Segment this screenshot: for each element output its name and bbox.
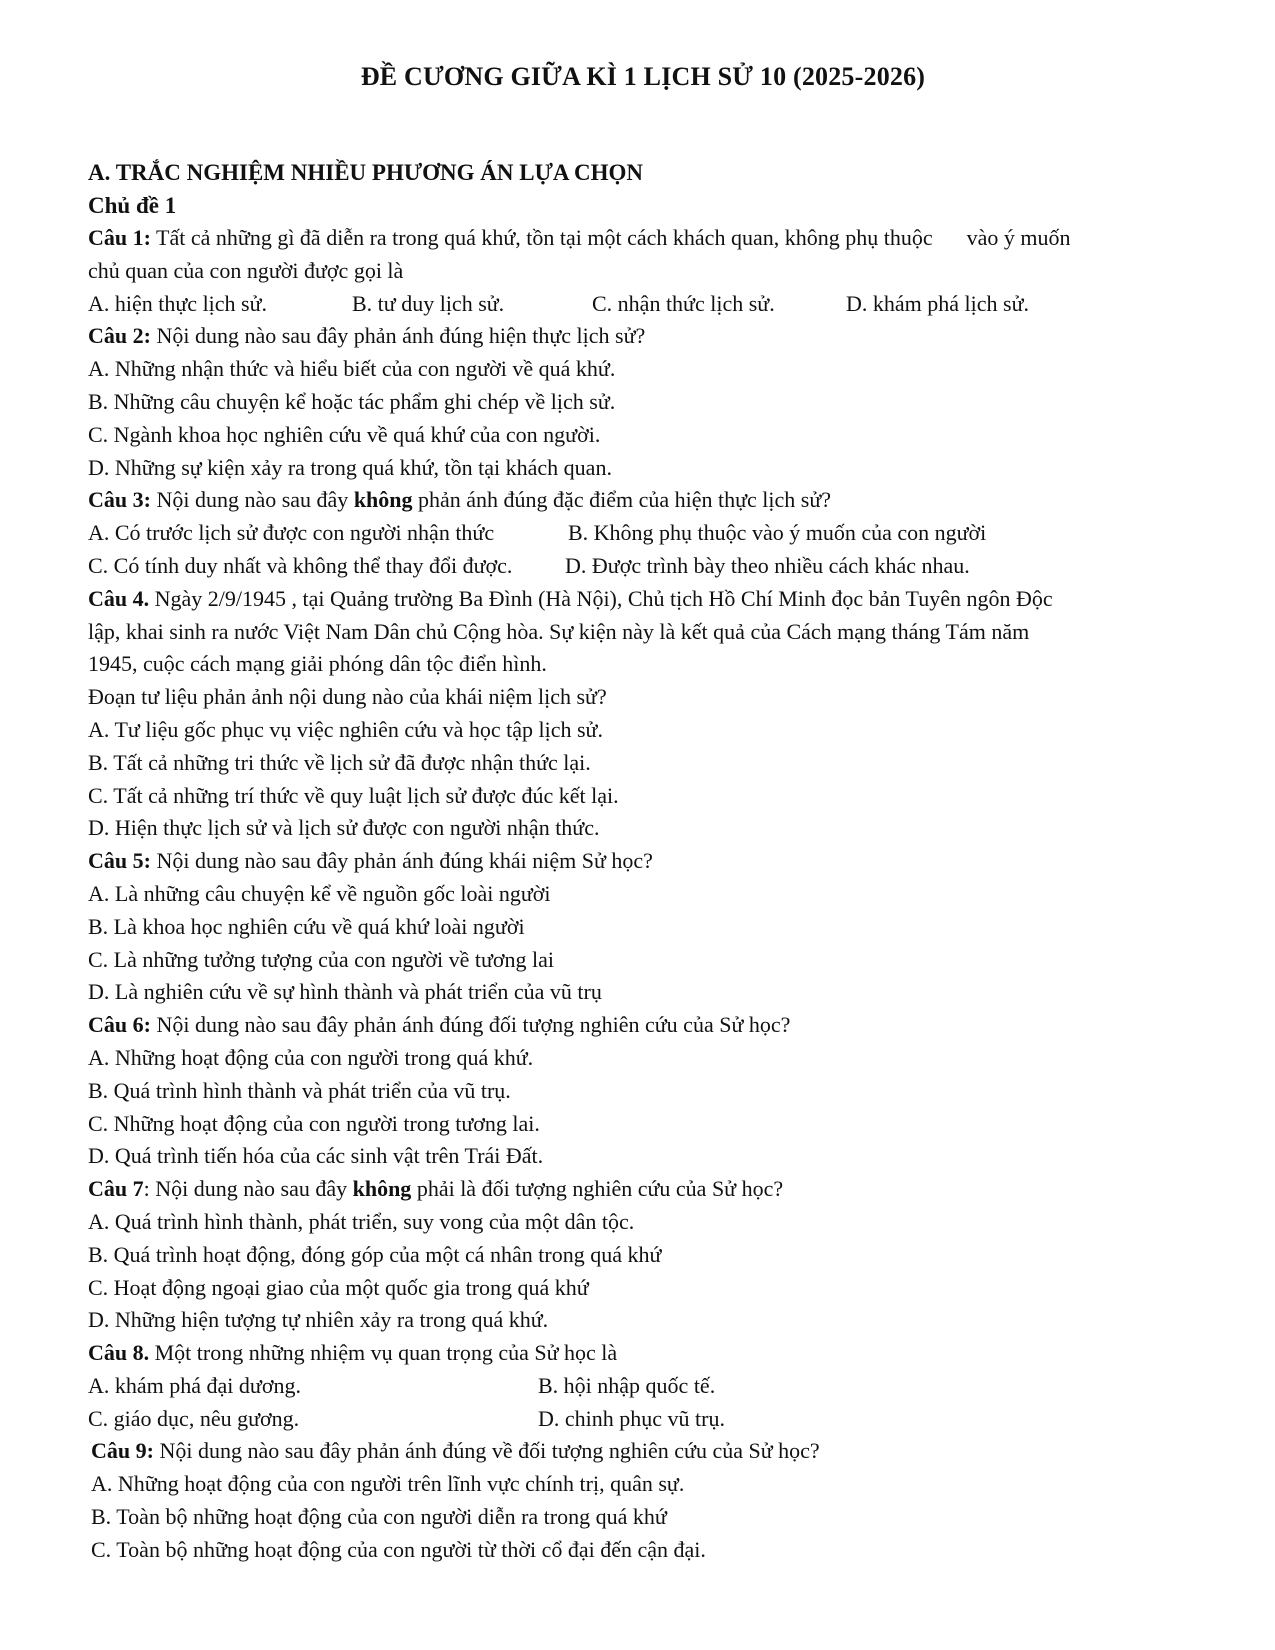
question-number: Câu 9:: [91, 1438, 154, 1464]
question-9: [88, 1435, 1198, 1468]
option-b: B. Tất cả những tri thức về lịch sử đã được nhận thức lại.: [88, 749, 591, 775]
option-b: B. tư duy lịch sử.: [352, 290, 505, 316]
option-d: D. Được trình bày theo nhiều cách khác nhau.: [565, 552, 970, 578]
question-text: Một trong những nhiệm vụ quan trọng của Sử học là: [149, 1340, 618, 1366]
option-c: C. Toàn bộ những hoạt động của con người từ thời cổ đại đến cận đại.: [91, 1536, 706, 1562]
option-c: C. Có tính duy nhất và không thể thay đổi được.: [88, 552, 513, 578]
option-c: C. Là những tưởng tượng của con người về tương lai: [88, 946, 555, 972]
option-d: D. Quá trình tiến hóa của các sinh vật trên Trái Đất.: [88, 1143, 544, 1169]
option-a: A. Quá trình hình thành, phát triển, suy vong của một dân tộc.: [88, 1208, 635, 1234]
document-title: ĐỀ CƯƠNG GIỮA KÌ 1 LỊCH SỬ 10 (2025-2026): [360, 62, 926, 91]
question-number: Câu 3:: [88, 487, 151, 513]
option-c: C. giáo dục, nêu gương.: [88, 1405, 300, 1431]
option-c: C. Hoạt động ngoại giao của một quốc gia trong quá khứ: [88, 1274, 589, 1300]
question-text: vào ý muốn: [966, 225, 1071, 250]
question-6: [88, 1009, 1198, 1042]
option-a: A. hiện thực lịch sử.: [88, 290, 268, 316]
section-heading: A. TRẮC NGHIỆM NHIỀU PHƯƠNG ÁN LỰA CHỌN: [88, 160, 643, 185]
question-4: [88, 583, 1198, 616]
option-a: A. Là những câu chuyện kể về nguồn gốc loài người: [88, 880, 551, 906]
question-2: [88, 320, 1198, 353]
option-c: C. Ngành khoa học nghiên cứu về quá khứ của con người.: [88, 421, 601, 447]
question-text: Tất cả những gì đã diễn ra trong quá khứ, tồn tại một cách khách quan, không phụ thuộc: [150, 225, 933, 250]
question-4-prompt: Đoạn tư liệu phản ảnh nội dung nào của khái niệm lịch sử?: [88, 684, 607, 710]
question-3: [88, 484, 1198, 517]
document-page: [88, 62, 1198, 1567]
question-number: Câu 5:: [88, 848, 151, 874]
option-a: A. Tư liệu gốc phục vụ việc nghiên cứu và học tập lịch sử.: [88, 716, 603, 742]
option-a: A. Những nhận thức và hiểu biết của con người về quá khứ.: [88, 356, 616, 382]
question-7: [88, 1173, 1198, 1206]
option-d: D. Là nghiên cứu về sự hình thành và phát triển của vũ trụ: [88, 979, 602, 1005]
question-number: Câu 7: [88, 1176, 144, 1202]
option-d: D. khám phá lịch sử.: [846, 290, 1030, 316]
question-number: Câu 4.: [88, 585, 150, 611]
option-a: A. khám phá đại dương.: [88, 1372, 301, 1398]
option-a: A. Có trước lịch sử được con người nhận thức: [88, 520, 495, 546]
option-d: D. Những sự kiện xảy ra trong quá khứ, tồn tại khách quan.: [88, 454, 612, 480]
question-text: Nội dung nào sau đây: [150, 487, 354, 513]
option-d: D. Hiện thực lịch sử và lịch sử được con người nhận thức.: [88, 815, 600, 841]
option-c: C. nhận thức lịch sử.: [592, 290, 775, 316]
option-b: B. Không phụ thuộc vào ý muốn của con người: [568, 520, 987, 546]
question-number: Câu 6:: [88, 1012, 151, 1038]
question-3-options-row1: [88, 517, 1198, 550]
question-1-options: [88, 288, 1198, 321]
question-text: Ngày 2/9/1945 , tại Quảng trường Ba Đình (Hà Nội), Chủ tịch Hồ Chí Minh đọc bản Tuyên ngôn Độc: [149, 585, 1053, 611]
question-8-options-row1: [88, 1370, 1198, 1403]
option-d: D. Những hiện tượng tự nhiên xảy ra trong quá khứ.: [88, 1307, 549, 1333]
question-number: Câu 1:: [88, 225, 151, 250]
question-number: Câu 8.: [88, 1340, 150, 1366]
option-a: A. Những hoạt động của con người trong quá khứ.: [88, 1044, 534, 1070]
question-text: Nội dung nào sau đây phản ánh đúng hiện thực lịch sử?: [150, 323, 646, 349]
question-text: phải là đối tượng nghiên cứu của Sử học?: [411, 1176, 784, 1202]
option-d: D. chinh phục vũ trụ.: [538, 1405, 725, 1431]
option-a: A. Những hoạt động của con người trên lĩnh vực chính trị, quân sự.: [91, 1471, 685, 1497]
question-8-options-row2: [88, 1403, 1198, 1436]
option-c: C. Tất cả những trí thức về quy luật lịch sử được đúc kết lại.: [88, 782, 619, 808]
option-b: B. hội nhập quốc tế.: [538, 1372, 716, 1398]
question-4-line3: 1945, cuộc cách mạng giải phóng dân tộc điển hình.: [88, 651, 547, 677]
option-b: B. Toàn bộ những hoạt động của con người diễn ra trong quá khứ: [91, 1504, 667, 1530]
option-b: B. Là khoa học nghiên cứu về quá khứ loài người: [88, 913, 525, 939]
question-text: : Nội dung nào sau đây: [143, 1176, 353, 1202]
question-5: [88, 845, 1198, 878]
option-b: B. Những câu chuyện kể hoặc tác phẩm ghi chép về lịch sử.: [88, 388, 616, 414]
option-b: B. Quá trình hình thành và phát triển của vũ trụ.: [88, 1077, 511, 1103]
emphasis-word: không: [352, 1176, 412, 1202]
option-b: B. Quá trình hoạt động, đóng góp của một cá nhân trong quá khứ: [88, 1241, 662, 1267]
question-text: Nội dung nào sau đây phản ánh đúng về đối tượng nghiên cứu của Sử học?: [153, 1438, 820, 1464]
question-1-cont: chủ quan của con người được gọi là: [88, 257, 404, 283]
topic-heading: Chủ đề 1: [88, 193, 177, 218]
question-3-options-row2: [88, 550, 1198, 583]
emphasis-word: không: [353, 487, 413, 513]
option-c: C. Những hoạt động của con người trong tương lai.: [88, 1110, 540, 1136]
question-number: Câu 2:: [88, 323, 151, 349]
question-text: Nội dung nào sau đây phản ánh đúng khái niệm Sử học?: [150, 848, 653, 874]
question-8: [88, 1337, 1198, 1370]
question-4-line2: lập, khai sinh ra nước Việt Nam Dân chủ Cộng hòa. Sự kiện này là kết quả của Cách mạng tháng Tám năm: [88, 618, 1030, 644]
question-text: phản ánh đúng đặc điểm của hiện thực lịch sử?: [412, 487, 832, 513]
question-1: [88, 222, 1198, 255]
question-text: Nội dung nào sau đây phản ánh đúng đối tượng nghiên cứu của Sử học?: [150, 1012, 791, 1038]
